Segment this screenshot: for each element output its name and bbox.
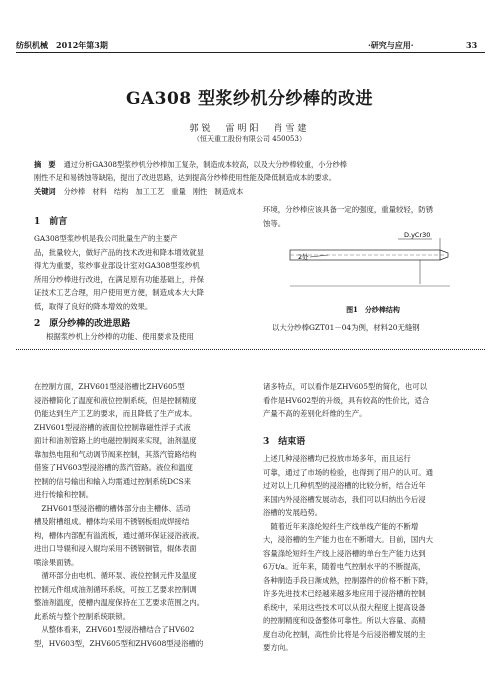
right-line: 蚀等。 — [263, 218, 286, 228]
text-line: 大，浸浴槽的生产能力也在不断增大。目前，国内大 — [263, 535, 433, 544]
section-2-line: 根据浆纱机上分纱棒的功能、使用要求及使用 — [46, 332, 194, 341]
text-line: 的控制精度和设备整体可靠性。所以大容量、高精 — [263, 616, 426, 625]
text-line: 喷涂果面锈。 — [34, 557, 79, 567]
running-header-journal: 纺织机械 2012年第3期 — [16, 40, 108, 50]
text-line: 槽及附槽组成。槽体均采用不锈钢板组成焊接结 — [34, 517, 190, 526]
text-line: 借鉴了HV603型浸浴槽的蒸汽管路。液位和温度 — [34, 463, 193, 472]
text-line: 许多先进技术已经越来越多地应用于浸浴槽的控制 — [263, 589, 426, 598]
right-bottom-line: 以大分纱棒GZT01－04为例，材料20无缝钢 — [272, 323, 420, 332]
text-line: 6万t/a。近年来，随着电气控制水平的不断提高， — [263, 562, 426, 571]
figure-caption: 图1 分纱棒结构 — [346, 305, 400, 314]
section-heading-2: 2 原分纱棒的改进思路 — [34, 319, 131, 329]
page-number: 33 — [466, 40, 478, 50]
affiliation: （恒天重工股份有限公司 450053） — [193, 135, 306, 143]
text-line: 诸多特点，可以看作是ZHV605型的简化，也可以 — [263, 382, 428, 391]
page-separator — [16, 349, 485, 350]
keywords-label: 关键词 — [34, 187, 56, 196]
text-line: 构，槽体内部配有溢流板，通过循环保证浸浴液液。 — [34, 530, 204, 540]
text-line: 整油剂温度，使槽内温度保持在工艺要求范围之内。 — [34, 598, 204, 607]
text-line: 控制元件组成油剂循环系统，可按工艺要求控制调 — [34, 584, 197, 594]
text-line: 进出口导辊和浸入辊均采用不锈钢铜管，辊体表面 — [34, 544, 197, 553]
header-rule — [16, 52, 485, 53]
text-line: 系统中，采用这些技术可以从很大程度上提高设备 — [263, 602, 426, 612]
figure-separator-rod-drawing — [270, 228, 480, 302]
text-line: 进行传输和控制。 — [34, 490, 94, 499]
text-line: 随着近年来涤纶短纤生产线单线产能的不断增 — [263, 521, 419, 531]
intro-paragraph — [34, 232, 242, 313]
text-line: 浴槽的发展趋势。 — [263, 508, 323, 517]
text-line: 在控制方面，ZHV601型浸浴槽比ZHV605型 — [34, 382, 185, 391]
text-line: 容量涤纶短纤生产线上浸浴槽的单台生产能力达到 — [263, 548, 426, 558]
section-heading-intro: 1 前言 — [34, 217, 68, 227]
text-line: ZHV601型浸浴槽的槽体部分由主槽体、活动 — [34, 503, 191, 513]
text-line: 要方向。 — [263, 643, 293, 652]
abstract-line-1: 通过分析GA308型浆纱机分纱棒加工复杂，制造成本较高，以及大分纱棒较重，小分纱棒 — [63, 160, 347, 169]
intro-line: GA308型浆纱机是我公司批量生产的主要产 — [34, 234, 178, 243]
text-line: 看作是HV602型的升级，具有较高的性价比，适合 — [263, 395, 430, 405]
text-line: 度自动化控制，高性价比将是今后浸浴槽发展的主 — [263, 629, 426, 639]
text-line: ZHV601型浸浴槽的液面位控制靠磁性浮子式液 — [34, 422, 191, 432]
intro-line: 品，批量较大，做好产品的技术改进和降本增效就显 — [34, 247, 204, 257]
intro-line: 证技术工艺合理，用户使用更方便，制造成本大大降 — [34, 288, 204, 297]
lower-right-top-text — [263, 380, 483, 421]
text-line: 来国内外浸浴槽发展动态，我们可以归纳出今后浸 — [263, 494, 426, 504]
right-intro-text — [263, 203, 483, 230]
text-line: 型，HV603型，ZHV605型和ZHV608型浸浴槽的 — [34, 638, 204, 648]
text-line: 此系统与整个控制系统联锁。 — [34, 611, 131, 621]
text-line: 上述几种浸浴槽均已投放市场多年，而且运行 — [263, 454, 411, 463]
text-line: 浸浴槽简化了温度和液位控制系统，但是控制精度 — [34, 395, 197, 405]
figure-top-label: D.yCr30 — [404, 231, 431, 239]
section-heading-conclusion: 3 结束语 — [263, 437, 306, 447]
intro-line: 得尤为重要，浆纱事业部设计室对GA308型浆纱机 — [34, 261, 200, 270]
text-line: 过对以上几种机型的浸浴槽的比较分析，结合近年 — [263, 481, 426, 490]
abstract — [34, 159, 474, 171]
text-line: 循环部分由电机、循环泵、液位控制元件及温度 — [34, 571, 197, 580]
text-line: 从整体看来，ZHV601型浸浴槽结合了HV602 — [34, 625, 195, 634]
text-line: 产量不高的差别化纤维的生产。 — [263, 409, 367, 418]
authors: 郭锐 雷明阳 肖雪建 — [189, 124, 310, 134]
intro-line: 所用分纱棒进行改进，在满足原有功能基础上，并保 — [34, 274, 204, 284]
text-line: 各种制造手段日渐成熟，控制器件的价格不断下降， — [263, 575, 433, 585]
right-line: 环境，分纱棒应该具备一定的强度，重量较轻，防锈 — [263, 205, 433, 214]
abstract-label: 摘 要 — [34, 160, 56, 169]
leader-line — [310, 255, 328, 257]
text-line: 可靠，通过了市场的检验，也得到了用户的认可。通 — [263, 467, 433, 477]
text-line: 仍能达到生产工艺的要求，而且降低了生产成本。 — [34, 409, 197, 418]
intro-line: 低，取得了良好的降本增效的效果。 — [34, 301, 153, 311]
article-title: GA308 型浆纱机分纱棒的改进 — [125, 89, 374, 109]
text-line: 控制的信号输出和输入均需通过控制系统DCS来 — [34, 476, 192, 486]
text-line: 靠加热电阻和气动调节阀来控制，其蒸汽管路结构 — [34, 449, 197, 459]
abstract-continued — [34, 172, 474, 184]
running-header-section: ·研究与应用· — [368, 40, 414, 50]
keywords — [34, 186, 474, 198]
keywords-text: 分纱棒 材料 结构 加工工艺 重量 刚性 制造成本 — [63, 187, 244, 196]
text-line: 面计和油剂管路上的电磁控制阀来实现，油剂温度 — [34, 436, 197, 445]
lower-left-text — [34, 380, 246, 650]
lower-right-text — [263, 452, 483, 655]
abstract-line-2: 刚性不足和易锈蚀等缺陷，提出了改进思路，达到提高分纱棒使用性能及降低制造成本的要求。 — [34, 173, 336, 182]
figure-left-label: 2处 — [298, 253, 309, 261]
